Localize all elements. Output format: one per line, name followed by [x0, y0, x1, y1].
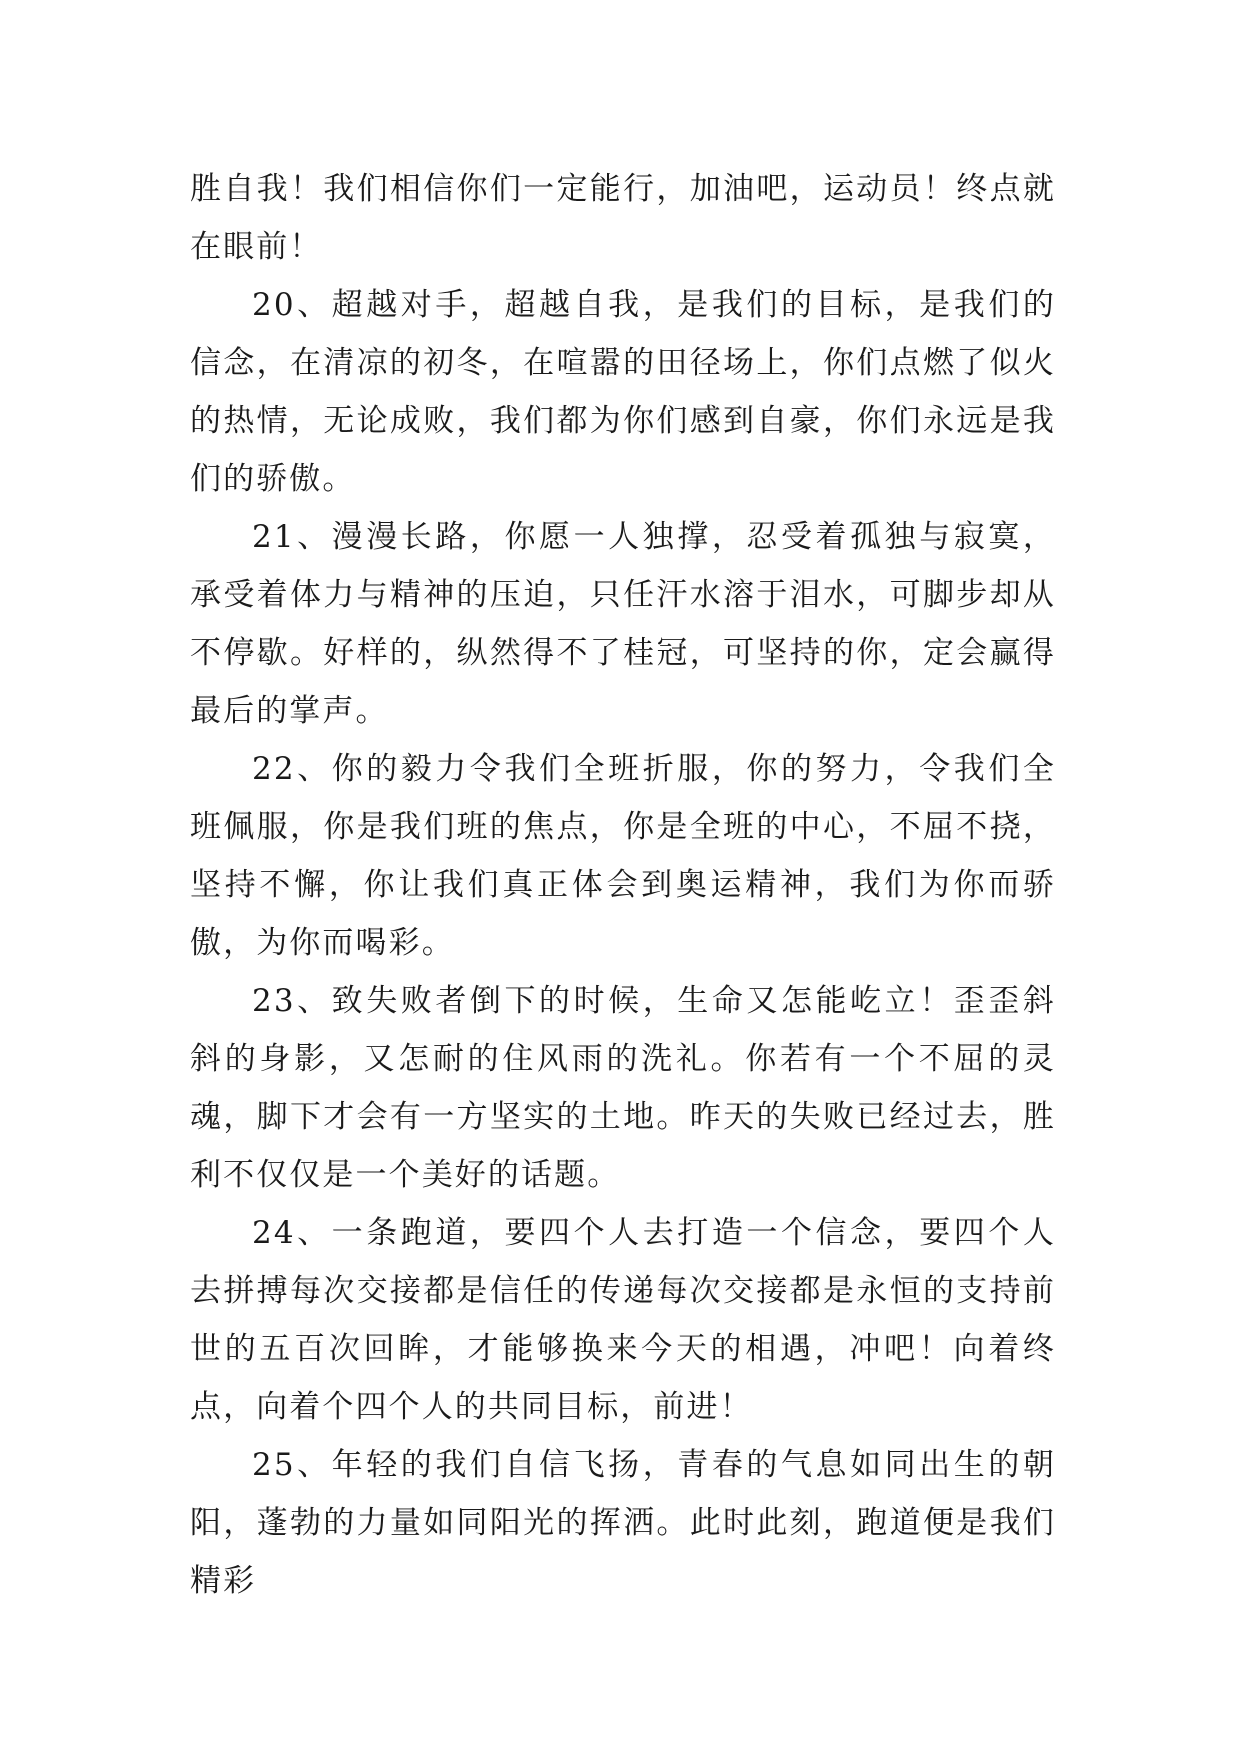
paragraph-continuation: 胜自我！我们相信你们一定能行，加油吧，运动员！终点就在眼前！: [190, 171, 1056, 265]
paragraph-20: 20、超越对手，超越自我，是我们的目标，是我们的信念，在清凉的初冬，在喧嚣的田径场上，你们点燃了似火的热情，无论成败，我们都为你们感到自豪，你们永远是我们的骄傲。: [190, 287, 1056, 497]
paragraph-21: 21、漫漫长路，你愿一人独撑，忍受着孤独与寂寞，承受着体力与精神的压迫，只任汗水溶于泪水，可脚步却从不停歇。好样的，纵然得不了桂冠，可坚持的你，定会赢得最后的掌声。: [190, 519, 1056, 729]
paragraph-23: 23、致失败者倒下的时候，生命又怎能屹立！歪歪斜斜的身影，又怎耐的住风雨的洗礼。你若有一个不屈的灵魂，脚下才会有一方坚实的土地。昨天的失败已经过去，胜利不仅仅是一个美好的话题。: [190, 983, 1056, 1193]
document-body: [190, 160, 1056, 1610]
paragraph-24: 24、一条跑道，要四个人去打造一个信念，要四个人去拼搏每次交接都是信任的传递每次交接都是永恒的支持前世的五百次回眸，才能够换来今天的相遇，冲吧！向着终点，向着个四个人的共同目标，前进！: [190, 1215, 1056, 1425]
paragraph-25: 25、年轻的我们自信飞扬，青春的气息如同出生的朝阳，蓬勃的力量如同阳光的挥洒。此时此刻，跑道便是我们精彩: [190, 1447, 1056, 1599]
paragraph-22: 22、你的毅力令我们全班折服，你的努力，令我们全班佩服，你是我们班的焦点，你是全班的中心，不屈不挠，坚持不懈，你让我们真正体会到奥运精神，我们为你而骄傲，为你而喝彩。: [190, 751, 1056, 961]
